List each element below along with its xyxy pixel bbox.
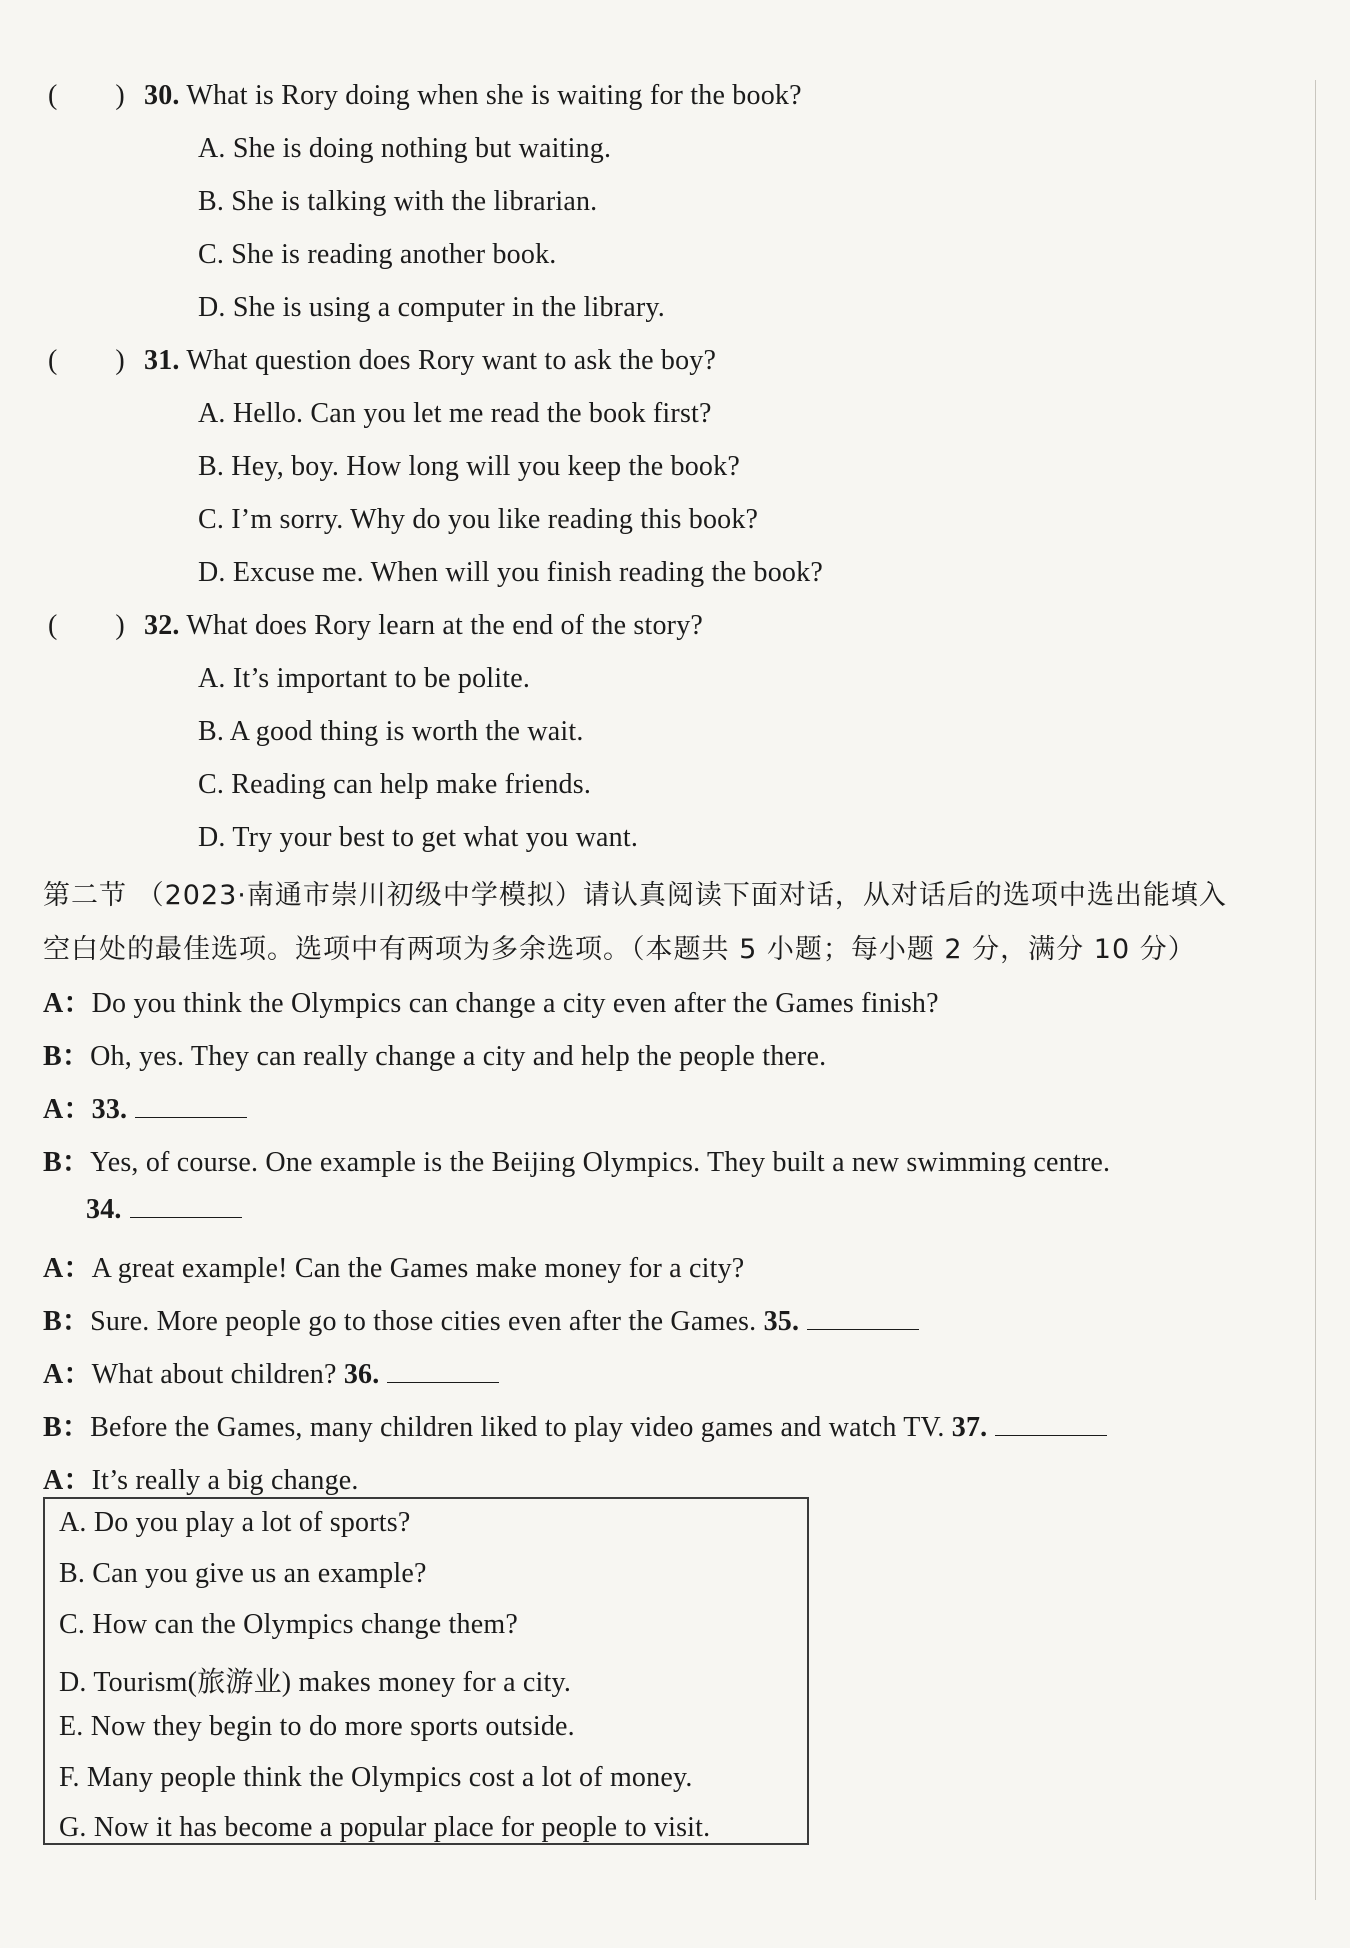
question-32 [144, 610, 703, 642]
dialogue-line [43, 1034, 826, 1074]
dialogue-line [43, 1087, 247, 1127]
dialogue-text: A great example! Can the Games make money for a city? [91, 1253, 745, 1284]
speaker-label: A： [43, 1359, 92, 1390]
speaker-label: B： [43, 1412, 91, 1443]
answer-blank-33[interactable] [135, 1093, 247, 1118]
question-number: 31. [144, 345, 180, 376]
margin-divider [1315, 80, 1316, 1900]
option-31-a: A. Hello. Can you let me read the book first? [198, 398, 712, 429]
option-32-a: A. It’s important to be polite. [198, 663, 531, 694]
choice-d: D. Tourism(旅游业) makes money for a city. [59, 1667, 572, 1698]
option-30-d: D. She is using a computer in the library. [198, 292, 665, 323]
speaker-label: B： [43, 1041, 91, 1072]
dialogue-line [43, 1458, 359, 1498]
dialogue-text: Oh, yes. They can really change a city and help the people there. [90, 1041, 827, 1072]
option-31-d: D. Excuse me. When will you finish reading the book? [198, 557, 823, 588]
blank-number: 37. [951, 1412, 988, 1443]
option-30-c: C. She is reading another book. [198, 239, 557, 270]
question-31 [144, 345, 716, 377]
question-30 [144, 80, 802, 112]
blank-number: 36. [343, 1359, 380, 1390]
option-30-b: B. She is talking with the librarian. [198, 186, 598, 217]
speaker-label: A： [43, 1094, 92, 1125]
dialogue-line [43, 981, 939, 1021]
question-stem: What does Rory learn at the end of the story? [186, 610, 704, 641]
dialogue-line [43, 1299, 919, 1339]
answer-blank-35[interactable] [807, 1305, 919, 1330]
answer-blank-37[interactable] [995, 1411, 1107, 1436]
dialogue-text: Do you think the Olympics can change a city even after the Games finish? [91, 988, 939, 1019]
dialogue-line [43, 1405, 1107, 1445]
option-32-c: C. Reading can help make friends. [198, 769, 592, 800]
blank-number: 33. [91, 1094, 128, 1125]
choice-a: A. Do you play a lot of sports? [59, 1507, 411, 1538]
answer-bracket-32[interactable]: ( ) [48, 610, 125, 641]
speaker-label: B： [43, 1147, 91, 1178]
section-instructions-line2: 空白处的最佳选项。选项中有两项为多余选项。（本题共 5 小题；每小题 2 分，满分 10 分） [43, 934, 1196, 965]
answer-bracket-30[interactable]: ( ) [48, 80, 125, 111]
section-instructions-line1: 第二节 （2023·南通市崇川初级中学模拟）请认真阅读下面对话，从对话后的选项中选出能填入 [43, 880, 1227, 911]
choice-c: C. How can the Olympics change them? [59, 1609, 518, 1640]
question-stem: What question does Rory want to ask the boy? [186, 345, 717, 376]
blank-number: 34. [86, 1194, 122, 1225]
choice-f: F. Many people think the Olympics cost a lot of money. [59, 1762, 693, 1793]
option-31-b: B. Hey, boy. How long will you keep the book? [198, 451, 740, 482]
choice-e: E. Now they begin to do more sports outside. [59, 1711, 575, 1742]
dialogue-text: What about children? [91, 1359, 337, 1390]
choice-g: G. Now it has become a popular place for people to visit. [59, 1812, 711, 1843]
dialogue-line [43, 1140, 1110, 1180]
dialogue-line [43, 1246, 744, 1286]
dialogue-line [43, 1352, 499, 1392]
blank-number: 35. [763, 1306, 800, 1337]
answer-bracket-31[interactable]: ( ) [48, 345, 125, 376]
question-number: 30. [144, 80, 180, 111]
dialogue-line [86, 1193, 242, 1226]
dialogue-text: Yes, of course. One example is the Beijing Olympics. They built a new swimming centre. [90, 1147, 1111, 1178]
question-number: 32. [144, 610, 180, 641]
speaker-label: A： [43, 1253, 92, 1284]
option-31-c: C. I’m sorry. Why do you like reading this book? [198, 504, 759, 535]
answer-blank-34[interactable] [130, 1193, 242, 1218]
dialogue-text: Before the Games, many children liked to play video games and watch TV. [90, 1412, 945, 1443]
choice-b: B. Can you give us an example? [59, 1558, 427, 1589]
option-32-d: D. Try your best to get what you want. [198, 822, 639, 853]
choices-box [43, 1497, 809, 1845]
speaker-label: A： [43, 1465, 92, 1496]
dialogue-text: It’s really a big change. [91, 1465, 359, 1496]
dialogue-text: Sure. More people go to those cities even after the Games. [90, 1306, 757, 1337]
option-30-a: A. She is doing nothing but waiting. [198, 133, 612, 164]
speaker-label: A： [43, 988, 92, 1019]
answer-blank-36[interactable] [387, 1358, 499, 1383]
option-32-b: B. A good thing is worth the wait. [198, 716, 584, 747]
speaker-label: B： [43, 1306, 91, 1337]
question-stem: What is Rory doing when she is waiting for the book? [186, 80, 802, 111]
